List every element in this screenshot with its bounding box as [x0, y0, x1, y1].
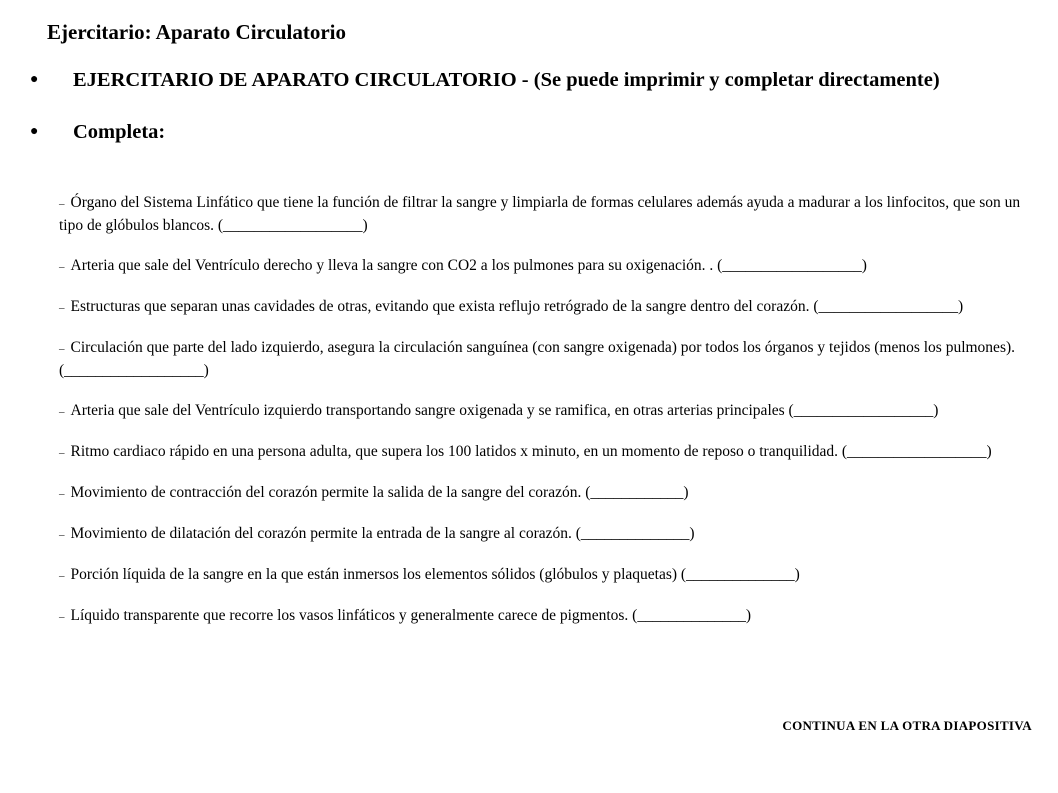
exercise-text: Movimiento de contracción del corazón permite la salida de la sangre del corazón. (____________)	[70, 484, 689, 501]
bullet-item	[30, 118, 1030, 146]
dash-icon: –	[59, 198, 65, 210]
page-title: Ejercitario: Aparato Circulatorio	[47, 20, 346, 44]
continue-note: CONTINUA EN LA OTRA DIAPOSITIVA	[782, 718, 1032, 733]
dash-icon: –	[59, 302, 65, 314]
dash-icon: –	[59, 261, 65, 273]
exercise-text: Circulación que parte del lado izquierdo, asegura la circulación sanguínea (con sangre oxigenada) por todos los órganos y tejidos (menos los pulmones). (__________________)	[59, 339, 1016, 379]
exercise-text: Porción líquida de la sangre en la que están inmersos los elementos sólidos (glóbulos y plaquetas) (______________)	[70, 566, 800, 583]
exercise-item	[59, 255, 1044, 278]
dash-icon: –	[59, 570, 65, 582]
dash-icon: –	[59, 343, 65, 355]
bullet-icon: ●	[30, 72, 39, 87]
bullet-text: Completa:	[73, 121, 166, 143]
dash-icon: –	[59, 447, 65, 459]
bullet-text: EJERCITARIO DE APARATO CIRCULATORIO - (Se puede imprimir y completar directamente)	[73, 69, 940, 91]
exercise-text: Arteria que sale del Ventrículo izquierdo transportando sangre oxigenada y se ramifica, en otras arterias principales (__________________)	[70, 402, 939, 419]
exercise-item	[59, 564, 1044, 587]
exercise-item	[59, 441, 1044, 464]
exercise-item	[59, 605, 1044, 628]
exercise-item	[59, 192, 1044, 237]
dash-icon: –	[59, 488, 65, 500]
bullet-list	[30, 66, 1030, 146]
exercise-text: Líquido transparente que recorre los vasos linfáticos y generalmente carece de pigmentos. (______________)	[70, 607, 751, 624]
exercise-item	[59, 296, 1044, 319]
exercise-text: Movimiento de dilatación del corazón permite la entrada de la sangre al corazón. (______________)	[70, 525, 695, 542]
dash-icon: –	[59, 611, 65, 623]
bullet-item	[30, 66, 1030, 94]
exercise-item	[59, 337, 1044, 382]
exercise-item	[59, 400, 1044, 423]
dash-icon: –	[59, 529, 65, 541]
dash-icon: –	[59, 406, 65, 418]
exercise-text: Arteria que sale del Ventrículo derecho y lleva la sangre con CO2 a los pulmones para su oxigenación. . (__________________)	[70, 257, 867, 274]
exercise-list	[59, 192, 1044, 646]
bullet-icon: ●	[30, 124, 39, 139]
exercise-item	[59, 523, 1044, 546]
exercise-text: Ritmo cardiaco rápido en una persona adulta, que supera los 100 latidos x minuto, en un momento de reposo o tranquilidad. (__________________)	[70, 443, 992, 460]
exercise-text: Órgano del Sistema Linfático que tiene la función de filtrar la sangre y limpiarla de formas celulares además ayuda a madurar a los linfocitos, que son un tipo de glóbulos blancos. (__________________)	[59, 194, 1021, 234]
exercise-text: Estructuras que separan unas cavidades de otras, evitando que exista reflujo retrógrado de la sangre dentro del corazón. (__________________)	[70, 298, 964, 315]
exercise-item	[59, 482, 1044, 505]
